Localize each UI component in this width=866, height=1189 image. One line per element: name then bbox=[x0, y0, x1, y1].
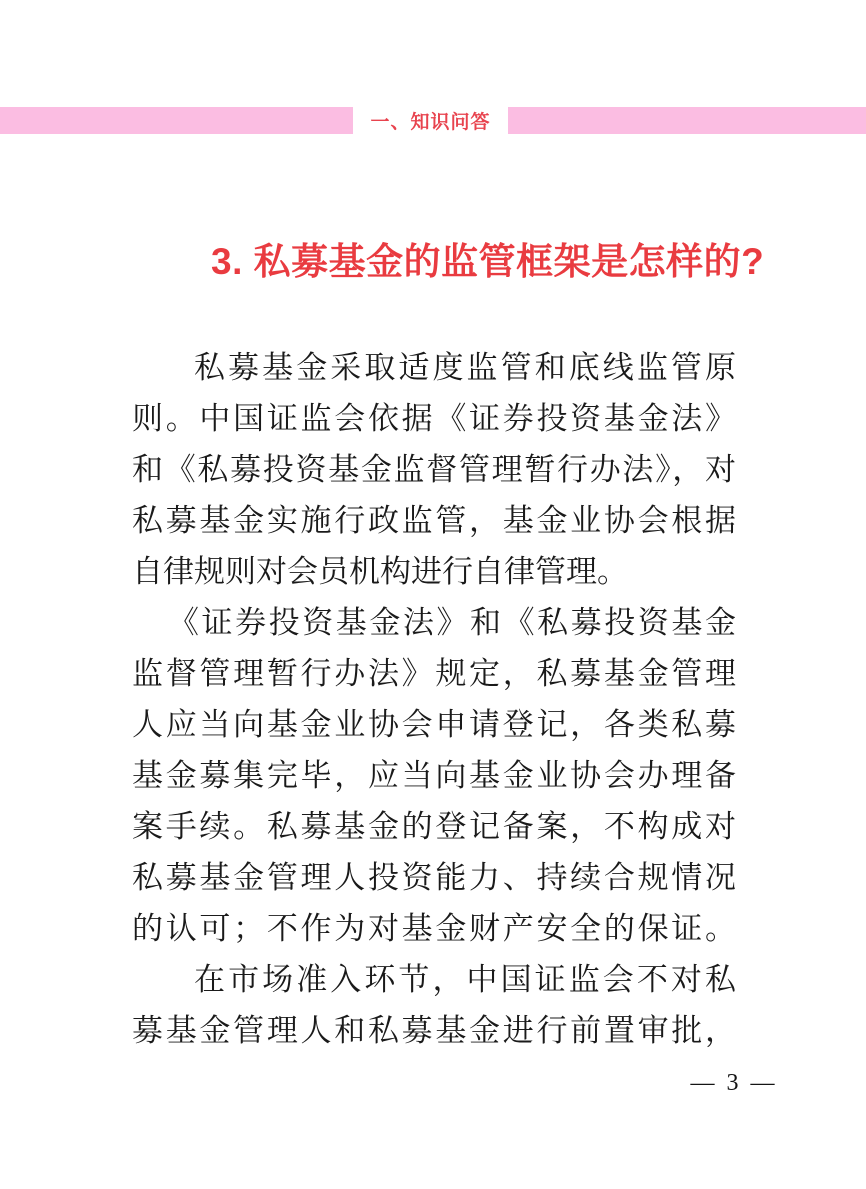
paragraph-1 bbox=[132, 342, 736, 597]
text-line: 自律规则对会员机构进行自律管理。 bbox=[132, 554, 628, 589]
text-line: 《证券投资基金法》和《私募投资基金 bbox=[168, 605, 736, 640]
header-rule-left bbox=[0, 107, 353, 134]
header-rule-right bbox=[508, 107, 866, 134]
question-title: 3. 私募基金的监管框架是怎样的? bbox=[211, 241, 765, 282]
text-line: 和《私募投资基金监督管理暂行办法》，对 bbox=[132, 452, 736, 487]
header-label-wrap bbox=[353, 107, 508, 134]
text-line: 的认可；不作为对基金财产安全的保证。 bbox=[132, 911, 736, 946]
text-line: 私募基金采取适度监管和底线监管原 bbox=[194, 350, 736, 385]
text-line: 案手续。私募基金的登记备案，不构成对 bbox=[132, 809, 736, 844]
text-line: 在市场准入环节，中国证监会不对私 bbox=[194, 962, 736, 997]
text-line: 募基金管理人和私募基金进行前置审批， bbox=[132, 1013, 736, 1048]
text-line: 则。中国证监会依据《证券投资基金法》 bbox=[132, 401, 736, 436]
text-line: 私募基金实施行政监管，基金业协会根据 bbox=[132, 503, 736, 538]
body-text bbox=[132, 342, 736, 1056]
page-number: — 3 — bbox=[690, 1070, 778, 1096]
text-line: 基金募集完毕，应当向基金业协会办理备 bbox=[132, 758, 736, 793]
text-line: 私募基金管理人投资能力、持续合规情况 bbox=[132, 860, 736, 895]
page-header bbox=[0, 107, 866, 134]
paragraph-3 bbox=[132, 954, 736, 1056]
text-line: 监督管理暂行办法》规定，私募基金管理 bbox=[132, 656, 736, 691]
text-line: 人应当向基金业协会申请登记，各类私募 bbox=[132, 707, 736, 742]
paragraph-2 bbox=[132, 597, 736, 954]
section-header-label: 一、知识问答 bbox=[370, 112, 491, 133]
